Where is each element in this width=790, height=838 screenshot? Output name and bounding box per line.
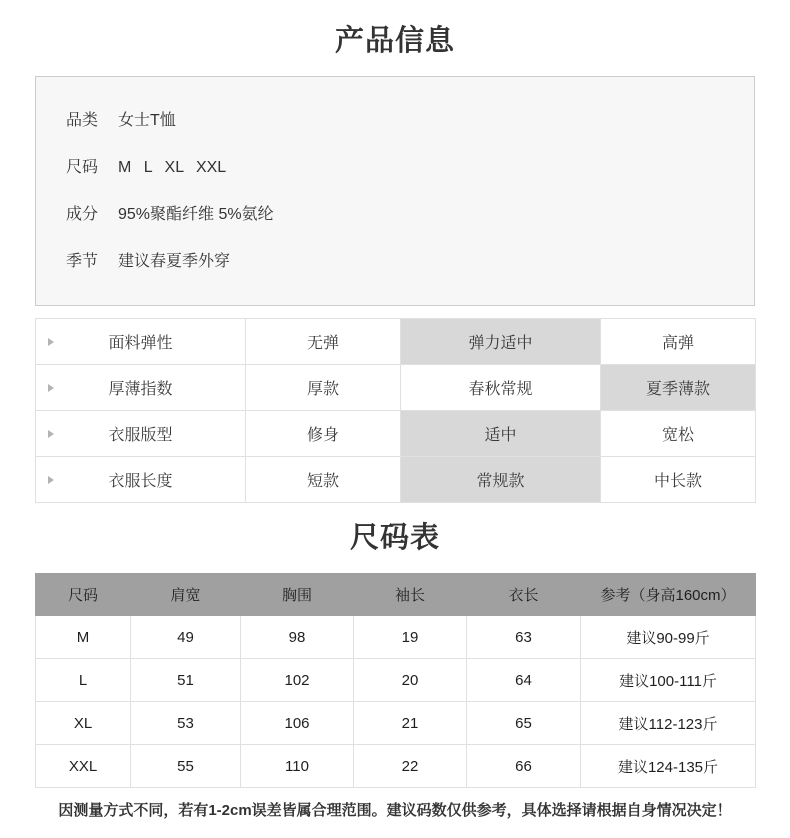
feature-label-cell: [36, 457, 246, 503]
size-table-header: 衣长: [467, 574, 581, 616]
attribute-row-category: [66, 97, 724, 144]
feature-row-thickness: [36, 365, 756, 411]
size-table-header: 袖长: [354, 574, 467, 616]
size-cell: 建议112-123斤: [581, 702, 756, 745]
feature-row-fit: [36, 411, 756, 457]
feature-label: 衣服版型: [108, 427, 173, 444]
attribute-row-season: [66, 238, 724, 285]
size-cell: 19: [354, 616, 467, 659]
feature-option: 修身: [246, 411, 401, 457]
feature-option: 常规款: [401, 457, 601, 503]
size-table-header: 胸围: [241, 574, 354, 616]
size-cell: 20: [354, 659, 467, 702]
size-cell: L: [36, 659, 131, 702]
feature-option: 短款: [246, 457, 401, 503]
feature-label-cell: [36, 319, 246, 365]
attribute-label: 尺码: [66, 159, 99, 176]
feature-label-cell: [36, 411, 246, 457]
size-table-header: 尺码: [36, 574, 131, 616]
attribute-label: 季节: [66, 253, 99, 270]
feature-option: 高弹: [601, 319, 756, 365]
size-table-row-xxl: [36, 745, 756, 788]
size-table-header-row: [36, 574, 756, 616]
feature-option: 中长款: [601, 457, 756, 503]
size-cell: 51: [131, 659, 241, 702]
measurement-disclaimer: 因测量方式不同，若有1-2cm误差皆属合理范围。建议码数仅供参考，具体选择请根据自身情况决定！: [58, 802, 732, 819]
size-cell: 98: [241, 616, 354, 659]
size-cell: 66: [467, 745, 581, 788]
feature-row-elasticity: [36, 319, 756, 365]
attribute-row-composition: [66, 191, 724, 238]
size-chart-title: 尺码表: [349, 522, 440, 554]
size-cell: 102: [241, 659, 354, 702]
feature-label: 厚薄指数: [108, 381, 173, 398]
caret-right-icon: [48, 476, 54, 484]
feature-option: 厚款: [246, 365, 401, 411]
size-cell: 49: [131, 616, 241, 659]
size-cell: M: [36, 616, 131, 659]
attribute-value: 95%聚酯纤维 5%氨纶: [118, 206, 274, 223]
attribute-value: M L XL XXL: [118, 159, 227, 176]
caret-right-icon: [48, 384, 54, 392]
feature-option: 夏季薄款: [601, 365, 756, 411]
size-cell: 22: [354, 745, 467, 788]
size-chart-table: [35, 573, 756, 788]
size-cell: 65: [467, 702, 581, 745]
size-cell: 21: [354, 702, 467, 745]
size-table-header: 参考（身高160cm）: [581, 574, 756, 616]
feature-option: 宽松: [601, 411, 756, 457]
size-cell: 63: [467, 616, 581, 659]
size-cell: 55: [131, 745, 241, 788]
attribute-value: 女士T恤: [118, 112, 176, 129]
size-cell: 建议124-135斤: [581, 745, 756, 788]
attribute-label: 品类: [66, 112, 99, 129]
feature-option: 适中: [401, 411, 601, 457]
attribute-label: 成分: [66, 206, 99, 223]
product-attributes-box: [35, 76, 755, 306]
feature-matrix-table: [35, 318, 756, 503]
size-cell: 110: [241, 745, 354, 788]
feature-label: 面料弹性: [108, 335, 173, 352]
size-cell: XXL: [36, 745, 131, 788]
feature-option: 弹力适中: [401, 319, 601, 365]
feature-option: 无弹: [246, 319, 401, 365]
feature-label: 衣服长度: [108, 473, 173, 490]
size-cell: 53: [131, 702, 241, 745]
size-cell: 64: [467, 659, 581, 702]
size-table-row-m: [36, 616, 756, 659]
feature-row-length: [36, 457, 756, 503]
caret-right-icon: [48, 338, 54, 346]
caret-right-icon: [48, 430, 54, 438]
attribute-value: 建议春夏季外穿: [118, 253, 231, 270]
feature-option: 春秋常规: [401, 365, 601, 411]
size-cell: 建议100-111斤: [581, 659, 756, 702]
size-cell: 106: [241, 702, 354, 745]
page-title: 产品信息: [334, 25, 455, 57]
feature-label-cell: [36, 365, 246, 411]
size-table-row-l: [36, 659, 756, 702]
size-table-row-xl: [36, 702, 756, 745]
size-cell: XL: [36, 702, 131, 745]
attribute-row-sizes: [66, 144, 724, 191]
size-cell: 建议90-99斤: [581, 616, 756, 659]
size-table-header: 肩宽: [131, 574, 241, 616]
